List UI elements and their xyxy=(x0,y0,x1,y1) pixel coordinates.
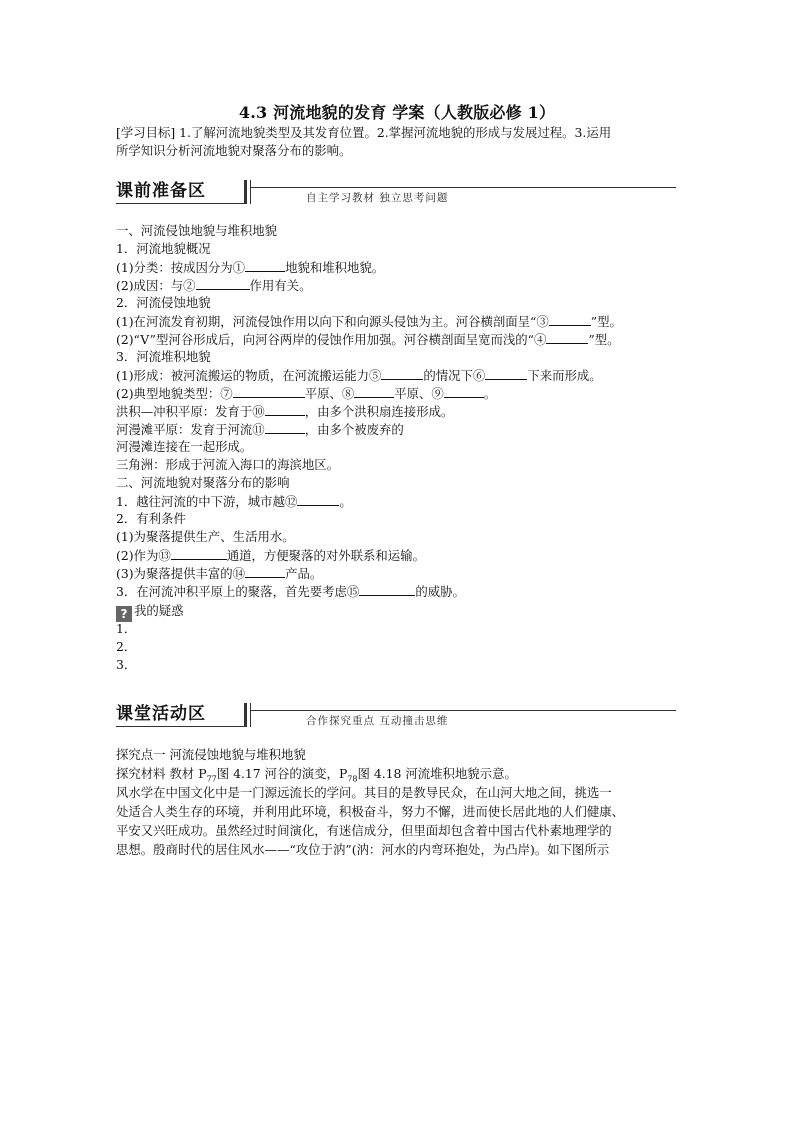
text-line xyxy=(116,402,686,420)
banner-label: 课堂活动区 xyxy=(116,704,206,724)
text: 平原、⑨ xyxy=(394,386,444,401)
paragraph-line: 处适合人类生存的环境，并利用此环境，积极奋斗，努力不懈，进而使长居此地的人们健康、 xyxy=(116,804,625,819)
banner-subtitle: 自主学习教材 独立思考问题 xyxy=(306,192,449,204)
text: 探究材料 教材 P xyxy=(116,766,207,781)
text-line xyxy=(116,366,686,384)
text: 。 xyxy=(483,386,497,401)
fill-blank-8[interactable] xyxy=(354,384,394,398)
fill-blank-15[interactable] xyxy=(359,582,415,596)
text: 地貌和堆积地貌。 xyxy=(285,260,385,275)
text-line: 三角洲：形成于河流入海口的海滨地区。 xyxy=(116,457,340,472)
subsection-heading: 2．有利条件 xyxy=(116,511,186,526)
question-mark-icon: ? xyxy=(116,606,132,622)
fill-blank-4[interactable] xyxy=(546,330,588,344)
fill-blank-1[interactable] xyxy=(245,258,285,272)
doubt-item: 2． xyxy=(116,639,137,654)
doubts-heading xyxy=(116,602,686,620)
explore-content xyxy=(116,745,682,859)
fill-blank-12[interactable] xyxy=(297,492,339,506)
text: (1)在河流发育初期，河流侵蚀作用以向下和向源头侵蚀为主。河谷横剖面呈“③ xyxy=(116,314,549,329)
text: 。 xyxy=(339,494,352,509)
banner-divider xyxy=(250,180,251,204)
fill-blank-6[interactable] xyxy=(485,366,527,380)
paragraph-line: 平安又兴旺成功。虽然经过时间演化，有迷信成分，但里面却包含着中国古代朴素地理学的 xyxy=(116,823,612,838)
paragraph-line: 风水学在中国文化中是一门源远流长的学问。其目的是教导民众，在山河大地之间，挑选一 xyxy=(116,785,612,800)
doubts-label: 我的疑惑 xyxy=(134,603,184,618)
goals-line-2: 所学知识分析河流地貌对聚落分布的影响。 xyxy=(116,143,352,158)
text: 图 4.18 河流堆积地貌示意。 xyxy=(357,766,517,781)
text-line xyxy=(116,330,686,348)
text-line xyxy=(116,312,686,330)
fill-blank-9[interactable] xyxy=(444,384,484,398)
text: 下来而形成。 xyxy=(527,368,602,383)
text: (2)“V”型河谷形成后，向河谷两岸的侵蚀作用加强。河谷横剖面呈宽而浅的“④ xyxy=(116,332,547,347)
fill-blank-14[interactable] xyxy=(245,564,285,578)
section-heading: 二、河流地貌对聚落分布的影响 xyxy=(116,475,290,490)
text: 通道，方便聚落的对外联系和运输。 xyxy=(226,548,425,563)
text: (2)典型地貌类型：⑦ xyxy=(116,386,233,401)
text: (1)形成：被河流搬运的物质，在河流搬运能力⑤ xyxy=(116,368,382,383)
text: 的威胁。 xyxy=(415,584,465,599)
banner-rule xyxy=(250,187,676,188)
paragraph-line: 思想。殷商时代的居住风水——“攻位于汭”(汭：河水的内弯环抱处，为凸岸)。如下图所示 xyxy=(116,842,610,857)
goals-line-1: [学习目标] 1.了解河流地貌类型及其发育位置。2.掌握河流地貌的形成与发展过程。3.运用 xyxy=(116,125,612,140)
text: 3．在河流冲积平原上的聚落，首先要考虑⑮ xyxy=(116,584,360,599)
learning-goals xyxy=(116,124,684,160)
explore-material xyxy=(116,764,682,783)
page-subscript: 77 xyxy=(206,774,217,783)
text-line xyxy=(116,582,686,600)
text-line xyxy=(116,258,686,276)
banner-label: 课前准备区 xyxy=(116,181,206,201)
text: 的情况下⑥ xyxy=(423,368,486,383)
subsection-heading: 1．河流地貌概况 xyxy=(116,241,211,256)
section-heading: 一、河流侵蚀地貌与堆积地貌 xyxy=(116,223,278,238)
text: 平原、⑧ xyxy=(304,386,355,401)
banner-rule xyxy=(250,710,676,711)
text: 洪积—冲积平原：发育于⑩ xyxy=(116,404,265,419)
fill-blank-13[interactable] xyxy=(171,546,227,560)
text-line xyxy=(116,546,686,564)
text-line: 河漫滩连接在一起形成。 xyxy=(116,439,253,454)
text: (2)成因：与② xyxy=(116,278,196,293)
page-subscript: 78 xyxy=(347,774,358,783)
explore-heading: 探究点一 河流侵蚀地貌与堆积地貌 xyxy=(116,747,306,762)
section-banner-prep xyxy=(116,180,676,204)
text: 图 4.17 河谷的演变，P xyxy=(216,766,348,781)
banner-divider xyxy=(244,703,247,727)
text: ，由多个被废弃的 xyxy=(304,422,404,437)
text: ”型。 xyxy=(588,332,620,347)
text: 产品。 xyxy=(285,566,323,581)
text-line xyxy=(116,420,686,438)
text-line xyxy=(116,564,686,582)
section-banner-class xyxy=(116,703,676,727)
banner-subtitle: 合作探究重点 互动撞击思维 xyxy=(306,715,449,727)
text: (2)作为⑬ xyxy=(116,548,171,563)
text: 河漫滩平原：发育于河流⑪ xyxy=(116,422,265,437)
fill-blank-3[interactable] xyxy=(549,312,591,326)
text-line xyxy=(116,384,686,402)
text: ”型。 xyxy=(590,314,622,329)
text: (1)分类：按成因分为① xyxy=(116,260,246,275)
text-line xyxy=(116,276,686,294)
fill-blank-10[interactable] xyxy=(265,402,305,416)
doubt-item: 1． xyxy=(116,621,137,636)
subsection-heading: 2．河流侵蚀地貌 xyxy=(116,295,211,310)
text: 作用有关。 xyxy=(249,278,312,293)
doubt-item: 3． xyxy=(116,657,137,672)
text: ，由多个洪积扇连接形成。 xyxy=(304,404,454,419)
banner-underline xyxy=(116,203,244,204)
text: 1．越往河流的中下游，城市越⑫ xyxy=(116,494,298,509)
fill-blank-2[interactable] xyxy=(196,276,250,290)
banner-divider xyxy=(244,180,247,204)
fill-blank-5[interactable] xyxy=(381,366,423,380)
text-line: (1)为聚落提供生产、生活用水。 xyxy=(116,529,295,544)
fill-blank-11[interactable] xyxy=(265,420,305,434)
text: (3)为聚落提供丰富的⑭ xyxy=(116,566,246,581)
prep-content xyxy=(116,222,686,674)
page-title: 4.3 河流地貌的发育 学案（人教版必修 1） xyxy=(238,103,556,122)
banner-divider xyxy=(250,703,251,727)
text-line xyxy=(116,492,686,510)
banner-underline xyxy=(116,726,244,727)
fill-blank-7[interactable] xyxy=(233,384,305,398)
subsection-heading: 3．河流堆积地貌 xyxy=(116,349,211,364)
